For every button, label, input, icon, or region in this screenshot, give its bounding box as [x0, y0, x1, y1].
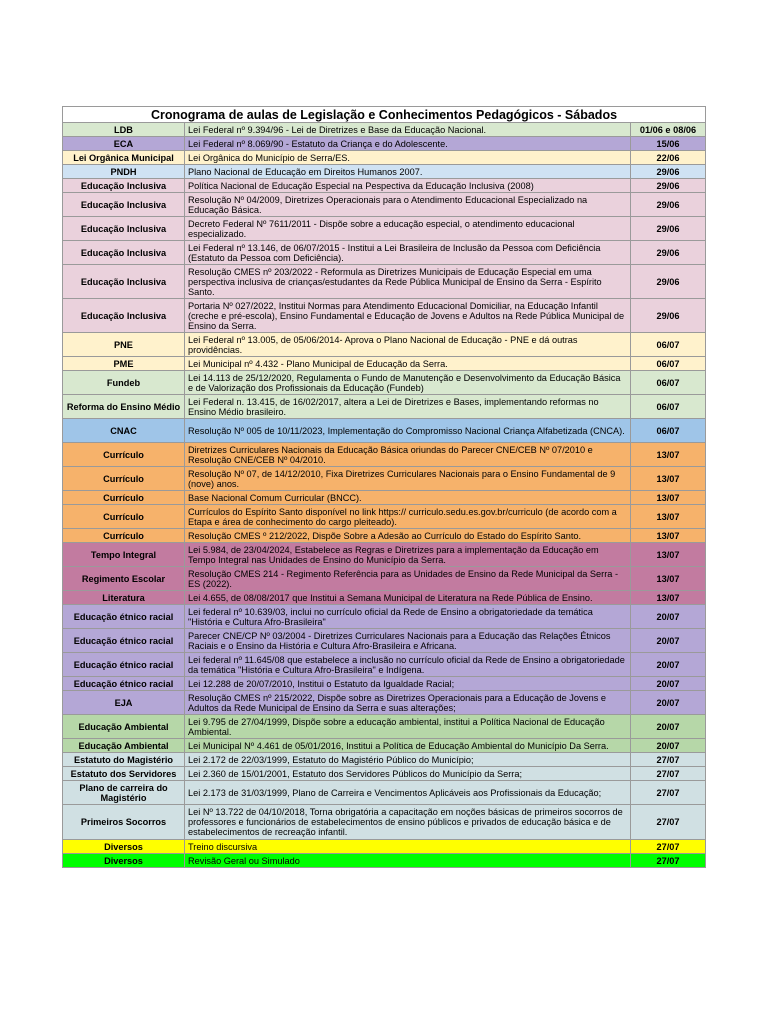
table-row	[63, 151, 706, 165]
description-cell: Lei Federal n. 13.415, de 16/02/2017, altera a Lei de Diretrizes e Bases, implementando reformas no Ensino Médio brasileiro.	[185, 395, 631, 419]
date-cell: 29/06	[631, 179, 706, 193]
description-cell: Currículos do Espírito Santo disponível no link https:// curriculo.sedu.es.gov.br/curriculo (de acordo com a Etapa e área de conhecimento do cargo pleiteado).	[185, 505, 631, 529]
table-row	[63, 781, 706, 805]
topic-cell: Fundeb	[63, 371, 185, 395]
topic-cell: Educação Inclusiva	[63, 179, 185, 193]
table-row	[63, 443, 706, 467]
description-cell: Lei federal nº 11.645/08 que estabelece a inclusão no currículo oficial da Rede de Ensino a obrigatoriedade da temática "História e Cultura Afro-Brasileira" e Indígena.	[185, 653, 631, 677]
table-row	[63, 419, 706, 443]
schedule-table	[62, 106, 706, 868]
topic-cell: Educação Inclusiva	[63, 193, 185, 217]
topic-cell: Reforma do Ensino Médio	[63, 395, 185, 419]
table-row	[63, 677, 706, 691]
date-cell: 20/07	[631, 629, 706, 653]
date-cell: 15/06	[631, 137, 706, 151]
table-row	[63, 123, 706, 137]
topic-cell: PME	[63, 357, 185, 371]
description-cell: Resolução CMES º 212/2022, Dispõe Sobre a Adesão ao Currículo do Estado do Espírito Santo.	[185, 529, 631, 543]
description-cell: Lei Municipal Nº 4.461 de 05/01/2016, Institui a Política de Educação Ambiental do Município Da Serra.	[185, 739, 631, 753]
description-cell: Política Nacional de Educação Especial na Pespectiva da Educação Inclusiva (2008)	[185, 179, 631, 193]
table-row	[63, 467, 706, 491]
description-cell: Portaria Nº 027/2022, Institui Normas para Atendimento Educacional Domiciliar, na Educação Infantil (creche e pré-escola), Ensino Fundamental e Educação de Jovens e Adultos na Rede Pública Municipal de Ensino da Serra.	[185, 299, 631, 333]
topic-cell: LDB	[63, 123, 185, 137]
description-cell: Lei Federal nº 9.394/96 - Lei de Diretrizes e Base da Educação Nacional.	[185, 123, 631, 137]
date-cell: 29/06	[631, 241, 706, 265]
table-row	[63, 505, 706, 529]
table-row	[63, 299, 706, 333]
date-cell: 13/07	[631, 443, 706, 467]
date-cell: 01/06 e 08/06	[631, 123, 706, 137]
description-cell: Lei 2.173 de 31/03/1999, Plano de Carreira e Vencimentos Aplicáveis aos Profissionais da Educação;	[185, 781, 631, 805]
table-row	[63, 543, 706, 567]
description-cell: Resolução CMES nº 203/2022 - Reformula as Diretrizes Municipais de Educação Especial em uma perspectiva inclusiva de crianças/estudantes da Rede Pública Municipal de Ensino da Serra - Espírito Santo.	[185, 265, 631, 299]
topic-cell: Educação Inclusiva	[63, 299, 185, 333]
date-cell: 20/07	[631, 677, 706, 691]
table-row	[63, 193, 706, 217]
topic-cell: Lei Orgânica Municipal	[63, 151, 185, 165]
date-cell: 20/07	[631, 739, 706, 753]
description-cell: Resolução Nº 07, de 14/12/2010, Fixa Diretrizes Curriculares Nacionais para o Ensino Fundamental de 9 (nove) anos.	[185, 467, 631, 491]
topic-cell: Educação Inclusiva	[63, 217, 185, 241]
date-cell: 13/07	[631, 591, 706, 605]
topic-cell: Educação étnico racial	[63, 677, 185, 691]
description-cell: Resolução Nº 005 de 10/11/2023, Implementação do Compromisso Nacional Criança Alfabetizada (CNCA).	[185, 419, 631, 443]
description-cell: Lei 14.113 de 25/12/2020, Regulamenta o Fundo de Manutenção e Desenvolvimento da Educação Básica e de Valorização dos Profissionais da Educação (Fundeb)	[185, 371, 631, 395]
date-cell: 29/06	[631, 165, 706, 179]
description-cell: Resolução Nº 04/2009, Diretrizes Operacionais para o Atendimento Educacional Especializado na Educação Básica.	[185, 193, 631, 217]
topic-cell: Regimento Escolar	[63, 567, 185, 591]
description-cell: Lei Nº 13.722 de 04/10/2018, Torna obrigatória a capacitação em noções básicas de primeiros socorros de professores e funcionários de estabelecimentos de ensino públicos e privados de educação básica e de estabelecimentos de recreação infantil.	[185, 805, 631, 840]
date-cell: 20/07	[631, 605, 706, 629]
date-cell: 06/07	[631, 371, 706, 395]
description-cell: Base Nacional Comum Curricular (BNCC).	[185, 491, 631, 505]
date-cell: 13/07	[631, 567, 706, 591]
date-cell: 06/07	[631, 333, 706, 357]
topic-cell: Estatuto dos Servidores	[63, 767, 185, 781]
schedule-rows	[63, 123, 706, 868]
description-cell: Lei 2.172 de 22/03/1999, Estatuto do Magistério Público do Município;	[185, 753, 631, 767]
description-cell: Resolução CMES nº 215/2022, Dispõe sobre as Diretrizes Operacionais para a Educação de Jovens e Adultos da Rede Municipal de Ensino da Serra e suas alterações;	[185, 691, 631, 715]
description-cell: Lei federal nº 10.639/03, inclui no currículo oficial da Rede de Ensino a obrigatoriedade da temática "História e Cultura Afro-Brasileira"	[185, 605, 631, 629]
table-row	[63, 753, 706, 767]
topic-cell: Diversos	[63, 840, 185, 854]
table-row	[63, 691, 706, 715]
description-cell: Revisão Geral ou Simulado	[185, 854, 631, 868]
description-cell: Resolução CMES 214 - Regimento Referência para as Unidades de Ensino da Rede Municipal da Serra - ES (2022).	[185, 567, 631, 591]
description-cell: Parecer CNE/CP Nº 03/2004 - Diretrizes Curriculares Nacionais para a Educação das Relações Étnicos Raciais e o Ensino da História e Cultura Afro-Brasileira e Africana.	[185, 629, 631, 653]
topic-cell: Currículo	[63, 491, 185, 505]
description-cell: Treino discursiva	[185, 840, 631, 854]
date-cell: 06/07	[631, 357, 706, 371]
table-row	[63, 591, 706, 605]
description-cell: Plano Nacional de Educação em Direitos Humanos 2007.	[185, 165, 631, 179]
topic-cell: Currículo	[63, 467, 185, 491]
topic-cell: Currículo	[63, 529, 185, 543]
table-row	[63, 395, 706, 419]
date-cell: 06/07	[631, 395, 706, 419]
topic-cell: PNDH	[63, 165, 185, 179]
date-cell: 13/07	[631, 505, 706, 529]
date-cell: 20/07	[631, 653, 706, 677]
table-row	[63, 629, 706, 653]
table-row	[63, 333, 706, 357]
topic-cell: PNE	[63, 333, 185, 357]
topic-cell: Educação Ambiental	[63, 715, 185, 739]
table-row	[63, 241, 706, 265]
date-cell: 29/06	[631, 193, 706, 217]
topic-cell: Educação étnico racial	[63, 629, 185, 653]
topic-cell: Educação étnico racial	[63, 653, 185, 677]
topic-cell: Primeiros Socorros	[63, 805, 185, 840]
topic-cell: CNAC	[63, 419, 185, 443]
topic-cell: Literatura	[63, 591, 185, 605]
date-cell: 20/07	[631, 715, 706, 739]
table-row	[63, 529, 706, 543]
date-cell: 27/07	[631, 854, 706, 868]
table-row	[63, 137, 706, 151]
table-row	[63, 217, 706, 241]
date-cell: 27/07	[631, 753, 706, 767]
description-cell: Lei 9.795 de 27/04/1999, Dispõe sobre a educação ambiental, institui a Política Nacional de Educação Ambiental.	[185, 715, 631, 739]
date-cell: 29/06	[631, 217, 706, 241]
topic-cell: Educação Inclusiva	[63, 241, 185, 265]
description-cell: Lei 12.288 de 20/07/2010, Institui o Estatuto da Igualdade Racial;	[185, 677, 631, 691]
topic-cell: Plano de carreira do Magistério	[63, 781, 185, 805]
table-row	[63, 491, 706, 505]
table-row	[63, 265, 706, 299]
table-row	[63, 854, 706, 868]
table-row	[63, 840, 706, 854]
description-cell: Diretrizes Curriculares Nacionais da Educação Básica oriundas do Parecer CNE/CEB Nº 07/2010 e Resolução CNE/CEB Nº 04/2010.	[185, 443, 631, 467]
description-cell: Lei Federal nº 13.005, de 05/06/2014- Aprova o Plano Nacional de Educação - PNE e dá outras providências.	[185, 333, 631, 357]
description-cell: Lei 4.655, de 08/08/2017 que Institui a Semana Municipal de Literatura na Rede Pública de Ensino.	[185, 591, 631, 605]
table-row	[63, 179, 706, 193]
title-row	[63, 107, 706, 123]
topic-cell: Tempo Integral	[63, 543, 185, 567]
date-cell: 27/07	[631, 781, 706, 805]
table-row	[63, 715, 706, 739]
topic-cell: Educação Inclusiva	[63, 265, 185, 299]
description-cell: Lei Municipal nº 4.432 - Plano Municipal de Educação da Serra.	[185, 357, 631, 371]
topic-cell: Currículo	[63, 505, 185, 529]
table-row	[63, 767, 706, 781]
topic-cell: EJA	[63, 691, 185, 715]
date-cell: 13/07	[631, 529, 706, 543]
description-cell: Decreto Federal Nº 7611/2011 - Dispõe sobre a educação especial, o atendimento educacional especializado.	[185, 217, 631, 241]
date-cell: 29/06	[631, 299, 706, 333]
table-row	[63, 605, 706, 629]
table-row	[63, 805, 706, 840]
topic-cell: ECA	[63, 137, 185, 151]
table-row	[63, 371, 706, 395]
description-cell: Lei Federal nº 13.146, de 06/07/2015 - Institui a Lei Brasileira de Inclusão da Pessoa com Deficiência (Estatuto da Pessoa com Deficiência).	[185, 241, 631, 265]
description-cell: Lei 5.984, de 23/04/2024, Estabelece as Regras e Diretrizes para a implementação da Educação em Tempo Integral nas Unidades de Ensino do Município da Serra.	[185, 543, 631, 567]
date-cell: 20/07	[631, 691, 706, 715]
table-row	[63, 653, 706, 677]
date-cell: 22/06	[631, 151, 706, 165]
date-cell: 13/07	[631, 467, 706, 491]
topic-cell: Estatuto do Magistério	[63, 753, 185, 767]
topic-cell: Educação Ambiental	[63, 739, 185, 753]
date-cell: 27/07	[631, 805, 706, 840]
table-row	[63, 739, 706, 753]
date-cell: 29/06	[631, 265, 706, 299]
date-cell: 27/07	[631, 767, 706, 781]
topic-cell: Diversos	[63, 854, 185, 868]
date-cell: 13/07	[631, 543, 706, 567]
description-cell: Lei Orgânica do Município de Serra/ES.	[185, 151, 631, 165]
date-cell: 06/07	[631, 419, 706, 443]
topic-cell: Currículo	[63, 443, 185, 467]
date-cell: 13/07	[631, 491, 706, 505]
description-cell: Lei 2.360 de 15/01/2001, Estatuto dos Servidores Públicos do Município da Serra;	[185, 767, 631, 781]
description-cell: Lei Federal nº 8.069/90 - Estatuto da Criança e do Adolescente.	[185, 137, 631, 151]
date-cell: 27/07	[631, 840, 706, 854]
table-title: Cronograma de aulas de Legislação e Conhecimentos Pedagógicos - Sábados	[63, 107, 706, 123]
table-row	[63, 165, 706, 179]
table-row	[63, 357, 706, 371]
table-row	[63, 567, 706, 591]
topic-cell: Educação étnico racial	[63, 605, 185, 629]
